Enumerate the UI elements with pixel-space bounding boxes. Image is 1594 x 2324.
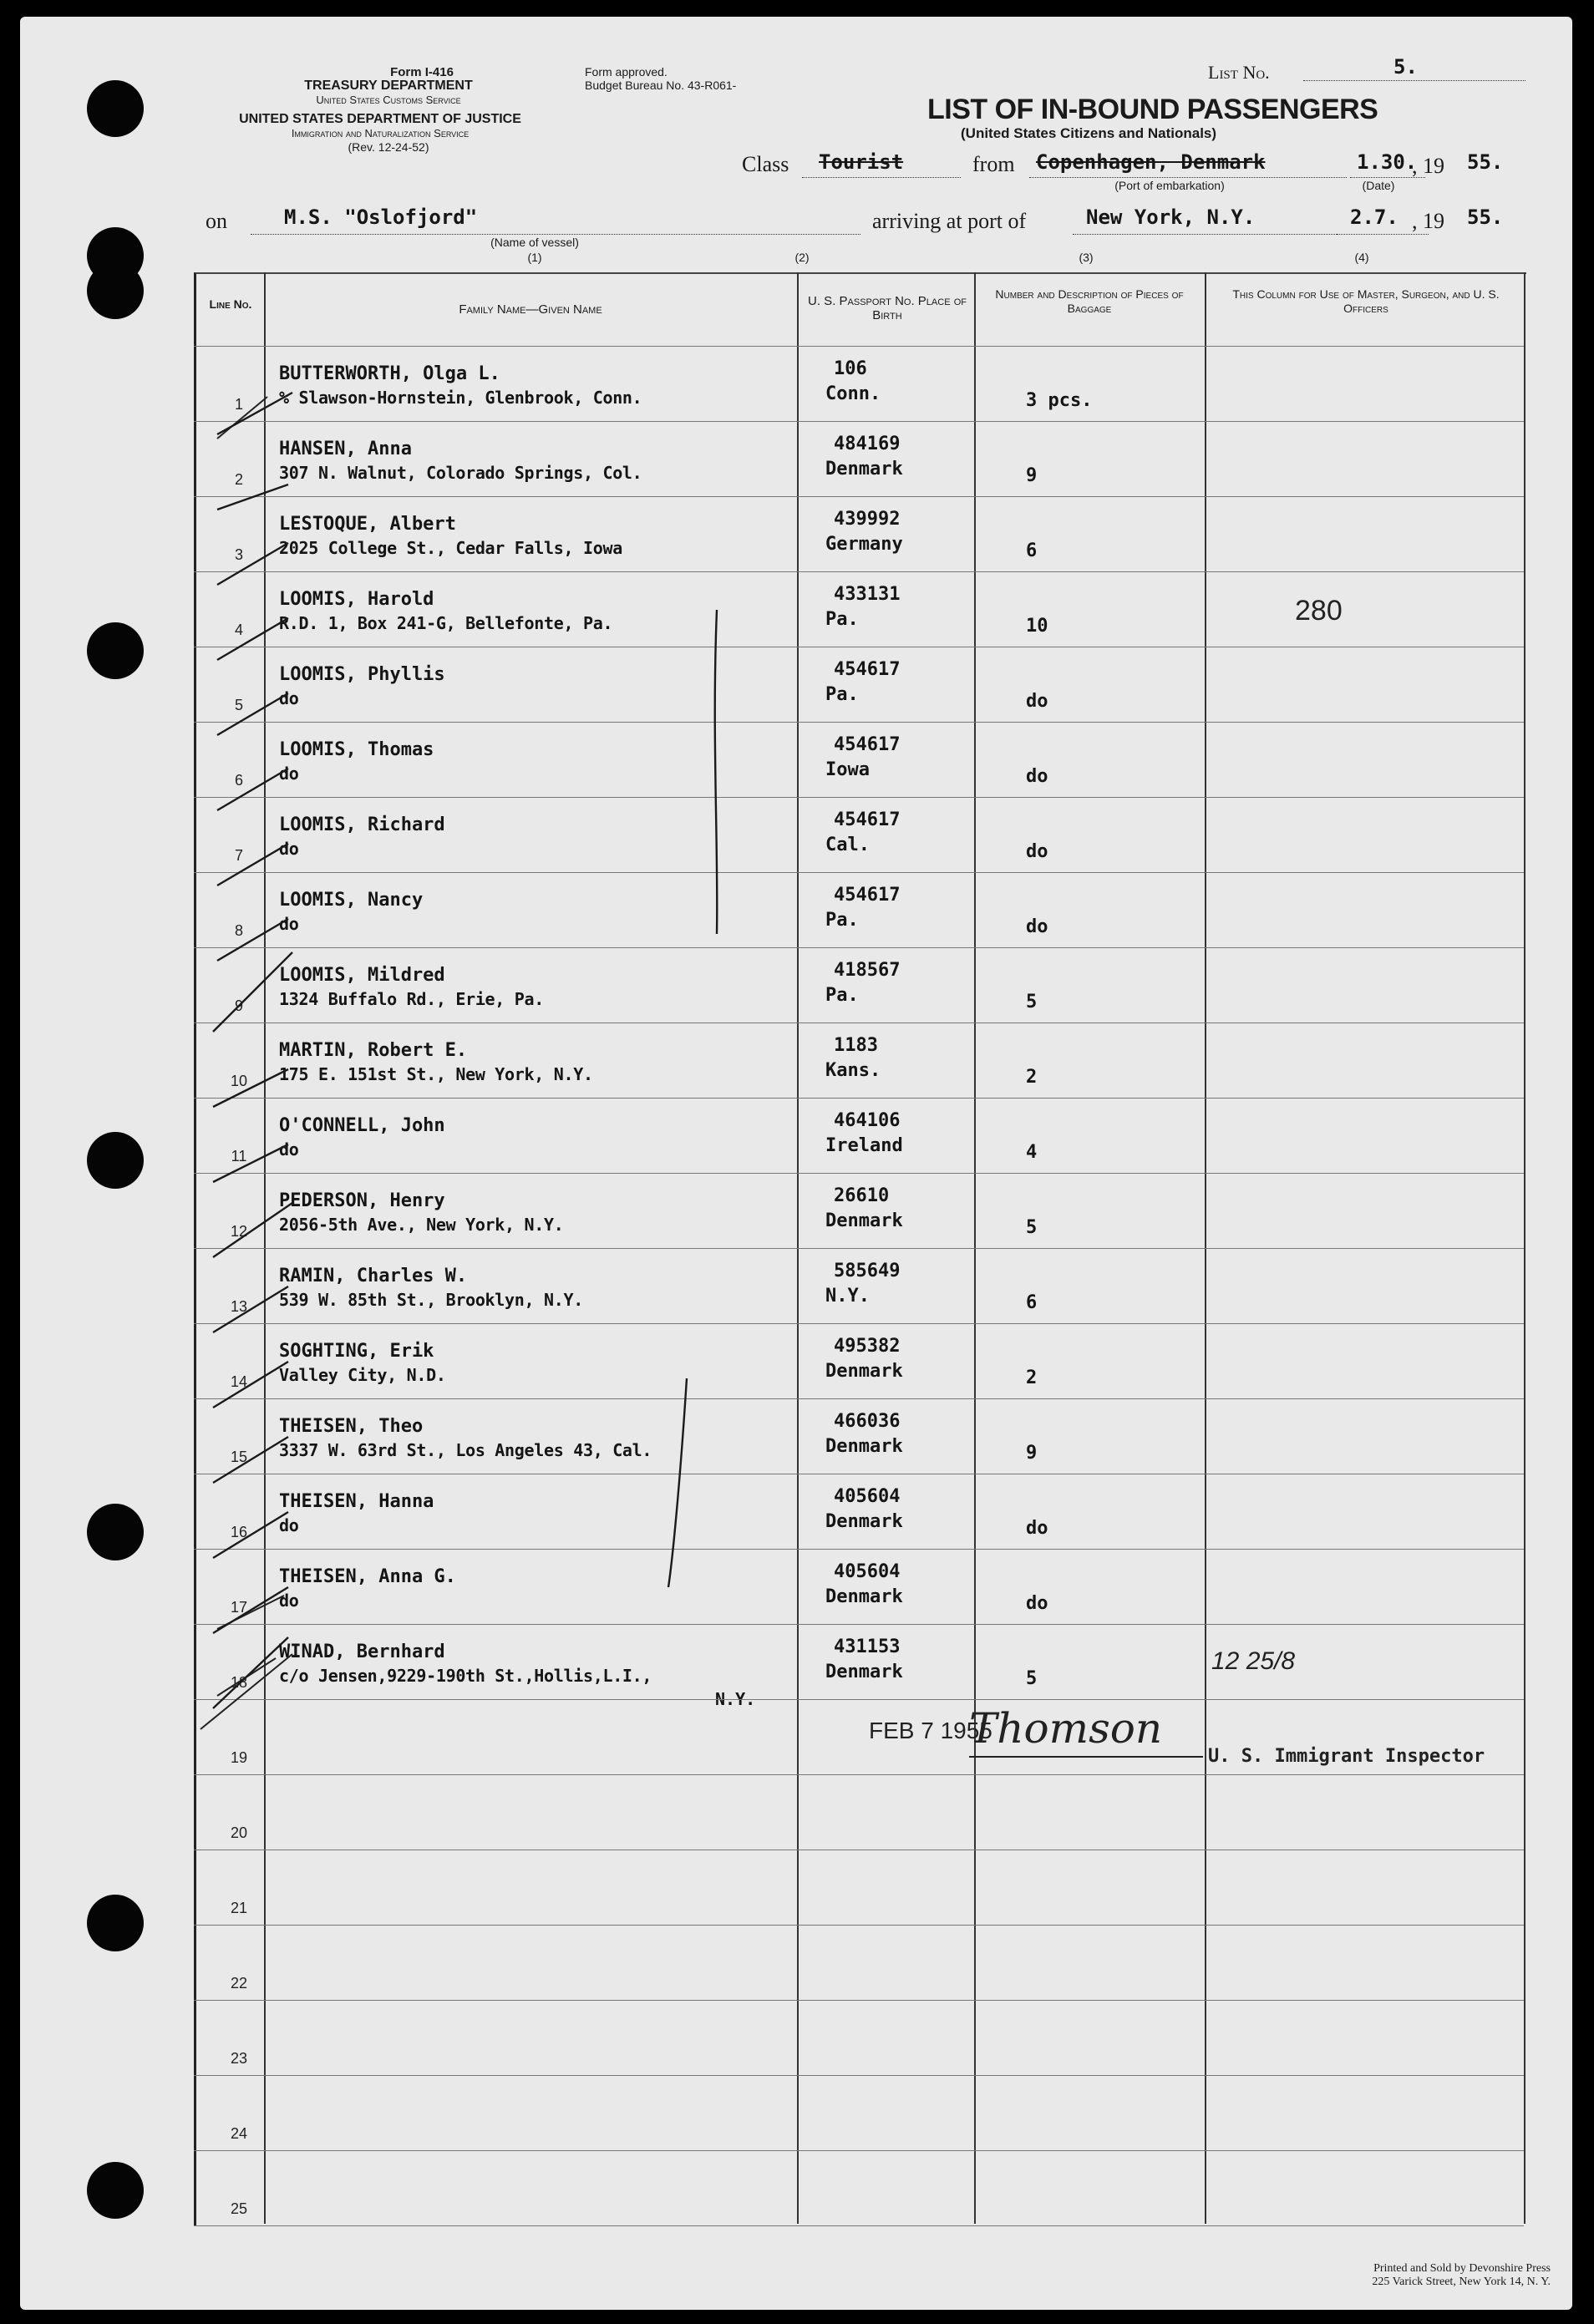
revision: (Rev. 12-24-52) xyxy=(348,140,429,154)
class-line xyxy=(802,177,961,178)
punch-hole xyxy=(87,1895,144,1951)
baggage-count: do xyxy=(1026,1593,1048,1614)
passenger-address: 539 W. 85th St., Brooklyn, N.Y. xyxy=(279,1290,583,1310)
passenger-address: Valley City, N.D. xyxy=(279,1365,446,1385)
line-number: 9 xyxy=(234,997,243,1014)
passenger-name: LOOMIS, Phyllis xyxy=(279,664,445,685)
row-divider xyxy=(194,421,1524,422)
line-number: 15 xyxy=(230,1449,248,1465)
row-divider xyxy=(194,1248,1524,1249)
line-number: 24 xyxy=(230,2125,248,2142)
passenger-name: BUTTERWORTH, Olga L. xyxy=(279,363,500,384)
check-mark xyxy=(201,1654,292,1729)
line-number: 18 xyxy=(230,1674,248,1691)
year1-value: 55. xyxy=(1467,150,1504,174)
col1-number: (1) xyxy=(527,251,542,264)
year1-prefix: , 19 xyxy=(1412,154,1444,178)
place-of-birth: Denmark xyxy=(825,1210,903,1231)
class-value: Tourist xyxy=(819,150,904,174)
passport-number: 464106 xyxy=(834,1110,901,1131)
row-divider xyxy=(194,496,1524,497)
list-no-value: 5. xyxy=(1393,55,1418,79)
passenger-name: LOOMIS, Mildred xyxy=(279,965,445,986)
year2-prefix: , 19 xyxy=(1412,209,1444,233)
line-number: 10 xyxy=(230,1073,248,1089)
passport-number: 431153 xyxy=(834,1636,901,1657)
row-divider xyxy=(194,1549,1524,1550)
departure-date: 1.30. xyxy=(1357,150,1418,174)
passenger-name: PEDERSON, Henry xyxy=(279,1190,445,1211)
row-divider xyxy=(194,1398,1524,1399)
place-of-birth: Denmark xyxy=(825,1436,903,1457)
arrival-date-line xyxy=(1337,234,1429,235)
col-header-line: Line No. xyxy=(209,297,252,311)
place-of-birth: Denmark xyxy=(825,1361,903,1382)
justice-dept: UNITED STATES DEPARTMENT OF JUSTICE xyxy=(239,112,521,126)
line-number: 2 xyxy=(234,471,243,488)
check-mark xyxy=(217,1658,276,1696)
row-divider xyxy=(194,2150,1524,2151)
baggage-count: 5 xyxy=(1026,1668,1038,1689)
row-divider xyxy=(194,947,1524,948)
check-mark xyxy=(217,1596,284,1629)
passport-number: 405604 xyxy=(834,1486,901,1507)
signature-underline xyxy=(969,1756,1203,1758)
passenger-name: LOOMIS, Harold xyxy=(279,589,434,610)
row-divider xyxy=(194,1774,1524,1775)
place-of-birth: Denmark xyxy=(825,459,903,480)
line-number: 17 xyxy=(230,1599,248,1616)
place-of-birth: Conn. xyxy=(825,383,881,404)
from-label: from xyxy=(972,152,1015,176)
line-number: 5 xyxy=(234,697,243,713)
passenger-address: R.D. 1, Box 241-G, Bellefonte, Pa. xyxy=(279,613,613,633)
form-number: Form I-416 xyxy=(390,65,454,79)
row-divider xyxy=(194,2000,1524,2001)
passport-number: 484169 xyxy=(834,434,901,454)
col-header-officers: This Column for Use of Master, Surgeon, and U. S. Officers xyxy=(1232,287,1500,315)
passenger-address: do xyxy=(279,1139,299,1159)
baggage-count: 2 xyxy=(1026,1067,1038,1088)
baggage-count: 4 xyxy=(1026,1142,1038,1163)
line-number: 22 xyxy=(230,1975,248,1992)
punch-hole xyxy=(87,2162,144,2219)
line-number: 6 xyxy=(234,772,243,789)
passenger-table xyxy=(194,272,1526,2225)
col-header-baggage: Number and Description of Pieces of Baggage xyxy=(995,287,1184,315)
passenger-address: 1324 Buffalo Rd., Erie, Pa. xyxy=(279,989,545,1009)
row-divider xyxy=(194,346,1524,347)
line-number: 12 xyxy=(230,1223,248,1240)
passport-number: 433131 xyxy=(834,584,901,605)
baggage-count: 9 xyxy=(1026,1443,1038,1464)
passenger-name: THEISEN, Anna G. xyxy=(279,1566,456,1587)
passenger-name: O'CONNELL, John xyxy=(279,1115,445,1136)
year2-value: 55. xyxy=(1467,206,1504,229)
form-title: LIST OF IN-BOUND PASSENGERS xyxy=(927,94,1378,125)
row-divider xyxy=(194,1699,1524,1700)
passenger-address: do xyxy=(279,1515,299,1535)
treasury-dept: TREASURY DEPARTMENT xyxy=(304,79,473,93)
line-number: 11 xyxy=(231,1148,247,1165)
passenger-address: do xyxy=(279,764,299,784)
row-divider xyxy=(194,2075,1524,2076)
passenger-address: do xyxy=(279,1591,299,1611)
inspector-signature: Thomson xyxy=(969,1704,1163,1753)
line-number: 25 xyxy=(230,2200,248,2217)
row-divider xyxy=(194,1022,1524,1023)
place-of-birth: Pa. xyxy=(825,910,859,931)
from-line xyxy=(1029,177,1347,178)
line-number: 20 xyxy=(230,1824,248,1841)
passport-number: 26610 xyxy=(834,1185,890,1206)
officer-remark: 280 xyxy=(1295,595,1343,627)
baggage-count: do xyxy=(1026,691,1048,712)
baggage-count: 5 xyxy=(1026,1217,1038,1238)
passenger-name: THEISEN, Theo xyxy=(279,1416,424,1437)
line-number: 16 xyxy=(230,1524,248,1540)
col2-number: (2) xyxy=(794,251,810,264)
passport-number: 466036 xyxy=(834,1411,901,1432)
passenger-address: 175 E. 151st St., New York, N.Y. xyxy=(279,1064,593,1084)
ins-service: Immigration and Naturalization Service xyxy=(291,127,470,140)
col-header-passport: U. S. Passport No. Place of Birth xyxy=(808,294,967,322)
check-mark xyxy=(217,397,267,439)
passport-number: 454617 xyxy=(834,734,901,755)
passenger-name: LOOMIS, Nancy xyxy=(279,890,424,911)
row-divider xyxy=(194,1925,1524,1926)
line-number: 13 xyxy=(230,1298,248,1315)
date-caption: (Date) xyxy=(1362,179,1395,192)
passport-number: 585649 xyxy=(834,1261,901,1281)
punch-hole xyxy=(87,262,144,319)
place-of-birth: Cal. xyxy=(825,835,870,855)
place-of-birth: Pa. xyxy=(825,609,859,630)
passenger-address: c/o Jensen,9229-190th St.,Hollis,L.I., xyxy=(279,1666,652,1686)
vessel-line xyxy=(251,234,860,235)
arrival-date: 2.7. xyxy=(1350,206,1399,229)
passenger-address: 307 N. Walnut, Colorado Springs, Col. xyxy=(279,463,642,483)
punch-hole xyxy=(87,1504,144,1560)
customs-service: United States Customs Service xyxy=(316,94,461,106)
passenger-name: WINAD, Bernhard xyxy=(279,1642,445,1662)
passenger-address: 2025 College St., Cedar Falls, Iowa xyxy=(279,538,622,558)
baggage-count: do xyxy=(1026,841,1048,862)
baggage-count: 3 pcs. xyxy=(1026,390,1093,411)
passport-number: 405604 xyxy=(834,1561,901,1582)
col-divider xyxy=(1524,272,1525,2224)
place-of-birth: Kans. xyxy=(825,1060,881,1081)
row-divider xyxy=(194,722,1524,723)
punch-hole xyxy=(87,622,144,679)
place-of-birth: Denmark xyxy=(825,1511,903,1532)
line-number: 1 xyxy=(234,396,243,413)
passport-number: 454617 xyxy=(834,659,901,680)
baggage-count: do xyxy=(1026,916,1048,937)
passenger-name: LESTOQUE, Albert xyxy=(279,514,456,535)
passenger-address: do xyxy=(279,839,299,859)
passenger-name: THEISEN, Hanna xyxy=(279,1491,434,1512)
passport-number: 454617 xyxy=(834,885,901,906)
passenger-address: do xyxy=(279,688,299,708)
check-marks xyxy=(167,359,301,1746)
baggage-count: 5 xyxy=(1026,992,1038,1012)
passenger-address: 2056-5th Ave., New York, N.Y. xyxy=(279,1215,564,1235)
officer-remark: 12 25/8 xyxy=(1211,1647,1296,1675)
row-divider xyxy=(194,1098,1524,1099)
arrival-line xyxy=(1073,234,1348,235)
passport-number: 418567 xyxy=(834,960,901,981)
passport-number: 495382 xyxy=(834,1336,901,1357)
col3-number: (3) xyxy=(1079,251,1094,264)
line-number: 14 xyxy=(230,1373,248,1390)
line-number: 7 xyxy=(234,847,243,864)
row-divider xyxy=(194,1624,1524,1625)
col4-number: (4) xyxy=(1354,251,1369,264)
baggage-count: 6 xyxy=(1026,1292,1038,1313)
arrival-port: New York, N.Y. xyxy=(1086,206,1256,229)
row-divider xyxy=(194,1173,1524,1174)
passenger-name: SOGHTING, Erik xyxy=(279,1341,434,1362)
list-no-line xyxy=(1303,80,1525,81)
line-number: 8 xyxy=(234,922,243,939)
row-divider xyxy=(194,571,1524,572)
passport-number: 1183 xyxy=(834,1035,878,1056)
passenger-address-cont: N.Y. xyxy=(715,1689,756,1709)
place-of-birth: Pa. xyxy=(825,684,859,705)
passenger-name: RAMIN, Charles W. xyxy=(279,1266,468,1286)
port-embark-caption: (Port of embarkation) xyxy=(1114,179,1225,192)
passenger-name: HANSEN, Anna xyxy=(279,439,412,459)
line-number: 21 xyxy=(230,1900,248,1916)
date-stamp: FEB 7 1955 xyxy=(869,1718,992,1743)
line-number: 23 xyxy=(230,2050,248,2067)
place-of-birth: Denmark xyxy=(825,1662,903,1682)
col-header-name: Family Name—Given Name xyxy=(459,302,602,317)
passport-number: 454617 xyxy=(834,809,901,830)
passenger-address: do xyxy=(279,914,299,934)
row-divider xyxy=(194,1323,1524,1324)
line-number: 4 xyxy=(234,622,243,638)
vessel-name: M.S. "Oslofjord" xyxy=(284,206,478,229)
baggage-count: 2 xyxy=(1026,1368,1038,1388)
class-label: Class xyxy=(742,152,789,176)
form-subtitle: (United States Citizens and Nationals) xyxy=(961,125,1217,141)
passenger-name: MARTIN, Robert E. xyxy=(279,1040,468,1061)
vessel-caption: (Name of vessel) xyxy=(490,236,579,249)
arriving-label: arriving at port of xyxy=(872,209,1027,233)
passenger-name: LOOMIS, Richard xyxy=(279,814,445,835)
line-number: 3 xyxy=(234,546,243,563)
row-divider xyxy=(194,797,1524,798)
passport-number: 439992 xyxy=(834,509,901,530)
punch-hole xyxy=(87,80,144,137)
passenger-name: LOOMIS, Thomas xyxy=(279,739,434,760)
baggage-count: do xyxy=(1026,766,1048,787)
printer-line2: 225 Varick Street, New York 14, N. Y. xyxy=(1372,2276,1551,2288)
place-of-birth: Iowa xyxy=(825,759,870,780)
from-value: Copenhagen, Denmark xyxy=(1036,150,1266,174)
passport-number: 106 xyxy=(834,358,867,379)
baggage-count: 6 xyxy=(1026,540,1038,561)
place-of-birth: Pa. xyxy=(825,985,859,1006)
place-of-birth: Denmark xyxy=(825,1586,903,1607)
list-no-label: List No. xyxy=(1208,62,1270,83)
punch-hole xyxy=(87,1132,144,1189)
place-of-birth: N.Y. xyxy=(825,1286,870,1307)
baggage-count: do xyxy=(1026,1518,1048,1539)
inspector-title: U. S. Immigrant Inspector xyxy=(1208,1746,1485,1767)
row-divider xyxy=(194,872,1524,873)
place-of-birth: Ireland xyxy=(825,1135,903,1156)
passenger-address: % Slawson-Hornstein, Glenbrook, Conn. xyxy=(279,388,642,408)
printer-line1: Printed and Sold by Devonshire Press xyxy=(1373,2262,1551,2275)
form-approved: Form approved. xyxy=(585,65,668,79)
passenger-address: 3337 W. 63rd St., Los Angeles 43, Cal. xyxy=(279,1440,652,1460)
row-divider xyxy=(194,2225,1524,2226)
budget-bureau: Budget Bureau No. 43-R061- xyxy=(585,79,737,92)
line-number: 19 xyxy=(230,1749,248,1766)
place-of-birth: Germany xyxy=(825,534,903,555)
baggage-count: 10 xyxy=(1026,616,1048,637)
baggage-count: 9 xyxy=(1026,465,1038,486)
on-label: on xyxy=(206,209,227,233)
